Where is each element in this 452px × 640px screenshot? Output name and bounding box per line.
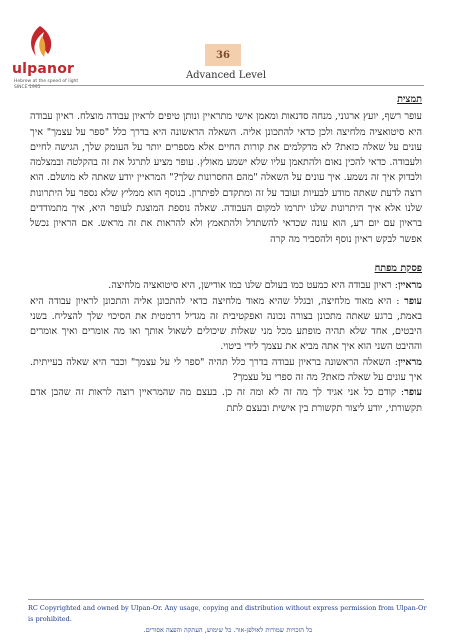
level-label: Advanced Level <box>185 70 267 81</box>
page-content <box>30 92 422 416</box>
copyright-footer <box>28 603 428 636</box>
page-number: 36 <box>205 44 241 66</box>
dialogue-line <box>30 294 422 355</box>
speaker-separator: : <box>396 387 405 399</box>
copyright-he: כל הזכויות שמורות לאולפן-אור. כל שימוש, העתקה והפצה אסורים. <box>143 626 313 634</box>
speaker-name: מראיין <box>397 280 422 292</box>
dialogue-text: השאלה הראשונה בראיון עבודה בדרך כלל תהיה "ספר לי על עצמך" וכבר היא שאלה בעייתית. איך עונים על שאלה כזאת? מה זה ספרי על עצמך? <box>30 356 422 384</box>
speaker-name: עופר <box>404 295 422 307</box>
logo-wordmark: ulpanor <box>12 61 75 77</box>
header-divider <box>28 85 424 86</box>
dialogue-text: היא מאוד מלחיצה, ובגלל שהיא מאוד מלחיצה כדאי להתכונן אליה והתכונן לראיון עבודה היא באמת, ברגע שאתה מתכונן בצורה נכונה ואפקטיבית זה מגדיל דרמטית את הסיכוי שלך להצליח. בשני היבטים, אחד שלא תהיה מופתע מכל מני שאלות שיכולים לשאול אותך ואו מה אומרים ואיך אומרים וההיבט השני הוא איך אתה מביא את עצמך לידי ביטוי. <box>30 295 422 353</box>
dialogue-text: קודם כל אני אגיד לך מה זה לא ומה זה כן. בעצם מה שהמראיין רוצה לראות זה שהבן אדם תקשורתי, יודע ליצור תקשורת בין אישית ובעצם לתת <box>30 387 422 414</box>
speaker-name: עופר <box>404 387 422 399</box>
logo-since: SINCE 1995 <box>14 84 41 90</box>
copyright-en: RC Copyrighted and owned by Ulpan-Or. Any usage, copying and distribution without express permission from Ulpan-Or is prohibited. <box>28 604 427 623</box>
summary-paragraph: עופר רשף, יועץ ארגוני, מנחה סדנאות ומאמן אישי מתראיין ונותן טיפים לראיון עבודה מוצלח. ראיון עבודה היא סיטואציה מלחיצה ולכן כדאי להתכונן אליה. השאלה הראשונה היא בדרך כלל "ספר על עצמך" איך עונים על שאלה כזאת? לא מדקלמים את קורות החיים אלא מספרים יותר על העומק שלך, הגישה לחיים ולעבודה. כדאי להכין נאום ולהתאמן עליו שלא ישמע מאולץ. עופר מציע לתרגל את זה בהקלטה ובמצלמה ולבדוק איך זה נשמע. איך עונים על השאלה "מהם החסרונות שלך?" המראיין יודע שאתה לא מושלם. הוא רוצה לדעת שאתה מודע לבעיות ועובד על זה ומתקדם לפיתרון. בנוסף הוא ממליץ שלא נספר על היתרונות שלנו אלא איך היתרונות שלנו יתרמו למקום העבודה. שאלה נוספת המוצגת לעופר היא, איך מתמודדים בראיון עם יום רע, הוא עונה שכדאי להשתדל ולהתאמץ ולא להראות את זה מראש. אם הראיון נכשל אפשר לבקש ראיון נוסף ולהסביר מה קרה <box>30 111 422 245</box>
ulpanor-flame-logo-icon <box>22 24 58 60</box>
speaker-name: מראיין <box>397 356 422 368</box>
dialogue-line <box>30 385 422 416</box>
dialogue-text: ראיון עבודה היא כמעט כמו בעולם שלנו כמו אודישן, היא סיטואציה מלחיצה. <box>108 280 392 292</box>
logo-tagline-text: Hebrew at the speed of light <box>14 79 79 84</box>
summary-heading: תמצית <box>397 94 422 105</box>
speaker-separator: : <box>391 280 398 292</box>
section-gap <box>30 247 422 261</box>
dialogue-line <box>30 278 422 293</box>
dialogue-line <box>30 355 422 386</box>
key-paragraph-heading: פסקת מפתח <box>374 262 422 274</box>
speaker-separator: : <box>391 295 405 307</box>
footer-divider <box>28 599 424 600</box>
speaker-separator: : <box>390 356 398 368</box>
